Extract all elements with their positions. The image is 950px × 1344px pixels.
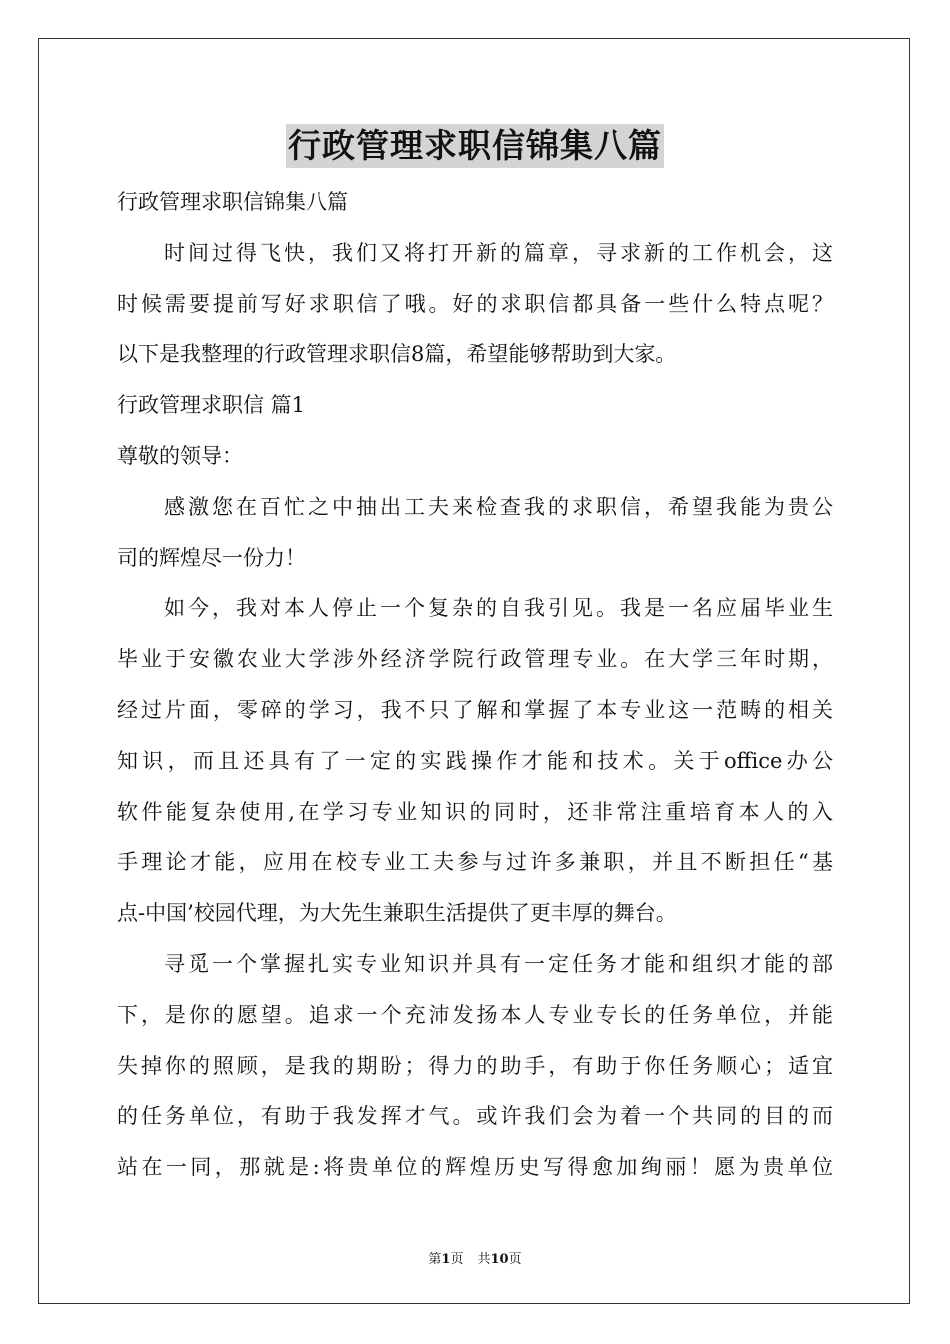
text-line: 时间过得飞快，我们又将打开新的篇章，寻求新的工作机会，这	[164, 240, 833, 265]
text-line: 站在一同，那就是:将贵单位的辉煌历史写得愈加绚丽！愿为贵单位	[117, 1155, 833, 1180]
text-line: 时候需要提前写好求职信了哦。好的求职信都具备一些什么特点呢？	[117, 291, 833, 316]
text-line: 下，是你的愿望。追求一个充沛发扬本人专业专长的任务单位，并能	[117, 1002, 833, 1027]
text-line: 软件能复杂使用,在学习专业知识的同时，还非常注重培育本人的入	[117, 799, 833, 824]
text-line: 的任务单位，有助于我发挥才气。或许我们会为着一个共同的目的而	[117, 1104, 833, 1129]
current-page-number: 1	[441, 1252, 451, 1267]
total-page-number: 10	[490, 1252, 509, 1267]
page-prefix: 第	[428, 1252, 442, 1267]
total-prefix: 共	[477, 1252, 491, 1267]
document-title: 行政管理求职信锦集八篇	[286, 124, 664, 168]
text-line: 寻觅一个掌握扎实专业知识并具有一定任务才能和组织才能的部	[164, 951, 833, 976]
page-footer	[0, 1248, 950, 1267]
text-line: 知识，而且还具有了一定的实践操作才能和技术。关于office办公	[117, 748, 833, 773]
text-line: 点-中国’校园代理，为大先生兼职生活提供了更丰厚的舞台。	[117, 901, 677, 926]
text-line: 毕业于安徽农业大学涉外经济学院行政管理专业。在大学三年时期，	[117, 647, 833, 672]
text-line: 行政管理求职信锦集八篇	[117, 190, 348, 214]
document-body	[117, 177, 833, 1193]
page-suffix: 页	[450, 1252, 464, 1267]
total-suffix: 页	[508, 1252, 522, 1267]
text-line: 感激您在百忙之中抽出工夫来检查我的求职信，希望我能为贵公	[164, 494, 833, 519]
text-line: 司的辉煌尽一份力！	[117, 545, 306, 570]
text-line: 手理论才能，应用在校专业工夫参与过许多兼职，并且不断担任“基	[117, 850, 833, 875]
text-line: 行政管理求职信 篇1	[117, 393, 306, 418]
text-line: 以下是我整理的行政管理求职信8篇，希望能够帮助到大家。	[117, 342, 677, 367]
text-line: 如今，我对本人停止一个复杂的自我引见。我是一名应届毕业生	[164, 596, 833, 621]
text-line: 失掉你的照顾，是我的期盼；得力的助手，有助于你任务顺心；适宜	[117, 1053, 833, 1078]
text-line: 经过片面，零碎的学习，我不只了解和掌握了本专业这一范畴的相关	[117, 697, 833, 722]
title-container	[0, 124, 950, 168]
text-line: 尊敬的领导：	[117, 443, 243, 468]
